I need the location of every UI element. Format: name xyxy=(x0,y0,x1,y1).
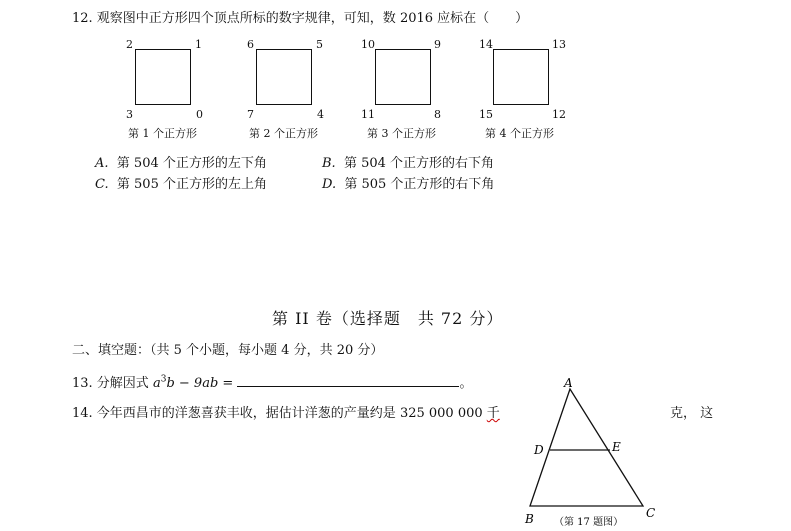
option-d-letter: D. xyxy=(322,177,337,192)
label-c: C xyxy=(646,506,656,520)
figure-caption: （第 17 题图） xyxy=(554,517,624,528)
q13-expression: b − 9ab = xyxy=(166,376,234,391)
square-1-tl: 2 xyxy=(126,38,133,51)
section-title: 第 II 卷（选择题 共 72 分） xyxy=(272,309,504,328)
square-1-bl: 3 xyxy=(126,108,133,121)
q14 xyxy=(72,402,500,421)
q13-var-a: a xyxy=(152,376,161,391)
q13-end: 。 xyxy=(459,376,473,391)
square-4-tr: 13 xyxy=(552,38,566,51)
square-4-tl: 14 xyxy=(479,38,493,51)
section-subtitle: 二、填空题：（共 5 个小题，每小题 4 分，共 20 分） xyxy=(72,343,384,358)
option-c[interactable] xyxy=(95,173,267,192)
q13 xyxy=(72,372,472,391)
option-b[interactable] xyxy=(322,152,494,171)
square-4-bl: 15 xyxy=(479,108,493,121)
label-a: A xyxy=(564,376,573,390)
square-3-tr: 9 xyxy=(434,38,441,51)
square-2-br: 4 xyxy=(317,108,324,121)
square-4-box xyxy=(493,49,549,105)
square-3-br: 8 xyxy=(434,108,441,121)
q13-exponent: 3 xyxy=(160,374,167,385)
option-d-text: 第 505 个正方形的右下角 xyxy=(344,177,495,192)
option-d[interactable] xyxy=(322,173,494,192)
option-b-text: 第 504 个正方形的右下角 xyxy=(343,156,495,171)
label-e: E xyxy=(612,440,621,454)
triangle-figure xyxy=(520,375,670,531)
q14-text: 14. 今年西昌市的洋葱喜获丰收，据估计洋葱的产量约是 325 000 000 xyxy=(72,406,487,421)
q14-tail: 克， 这 xyxy=(670,406,714,421)
label-b: B xyxy=(525,512,534,526)
square-2-tl: 6 xyxy=(247,38,254,51)
square-3-caption: 第 3 个正方形 xyxy=(367,127,436,140)
square-1-br: 0 xyxy=(196,108,203,121)
q14-unit: 千 xyxy=(486,406,500,421)
q13-prefix: 13. 分解因式 xyxy=(72,376,153,391)
square-3-bl: 11 xyxy=(361,108,375,121)
square-4-br: 12 xyxy=(552,108,566,121)
square-3-box xyxy=(375,49,431,105)
square-2-caption: 第 2 个正方形 xyxy=(249,127,318,140)
q12-text: 12. 观察图中正方形四个顶点所标的数字规律，可知，数 2016 应标在（ ） xyxy=(72,11,529,26)
square-4-caption: 第 4 个正方形 xyxy=(485,127,554,140)
option-c-letter: C. xyxy=(95,177,109,192)
square-2-box xyxy=(256,49,312,105)
option-c-text: 第 505 个正方形的左上角 xyxy=(116,177,267,192)
square-3-tl: 10 xyxy=(361,38,375,51)
square-1-tr: 1 xyxy=(195,38,202,51)
label-d: D xyxy=(534,443,544,457)
triangle-abc xyxy=(530,389,643,506)
option-a-text: 第 504 个正方形的左下角 xyxy=(116,156,267,171)
option-a-letter: A. xyxy=(95,156,109,171)
option-a[interactable] xyxy=(95,152,267,171)
square-2-bl: 7 xyxy=(247,108,254,121)
square-1-box xyxy=(135,49,191,105)
square-1-caption: 第 1 个正方形 xyxy=(128,127,197,140)
square-2-tr: 5 xyxy=(316,38,323,51)
q13-answer-blank[interactable] xyxy=(237,374,459,387)
option-b-letter: B. xyxy=(322,156,336,171)
